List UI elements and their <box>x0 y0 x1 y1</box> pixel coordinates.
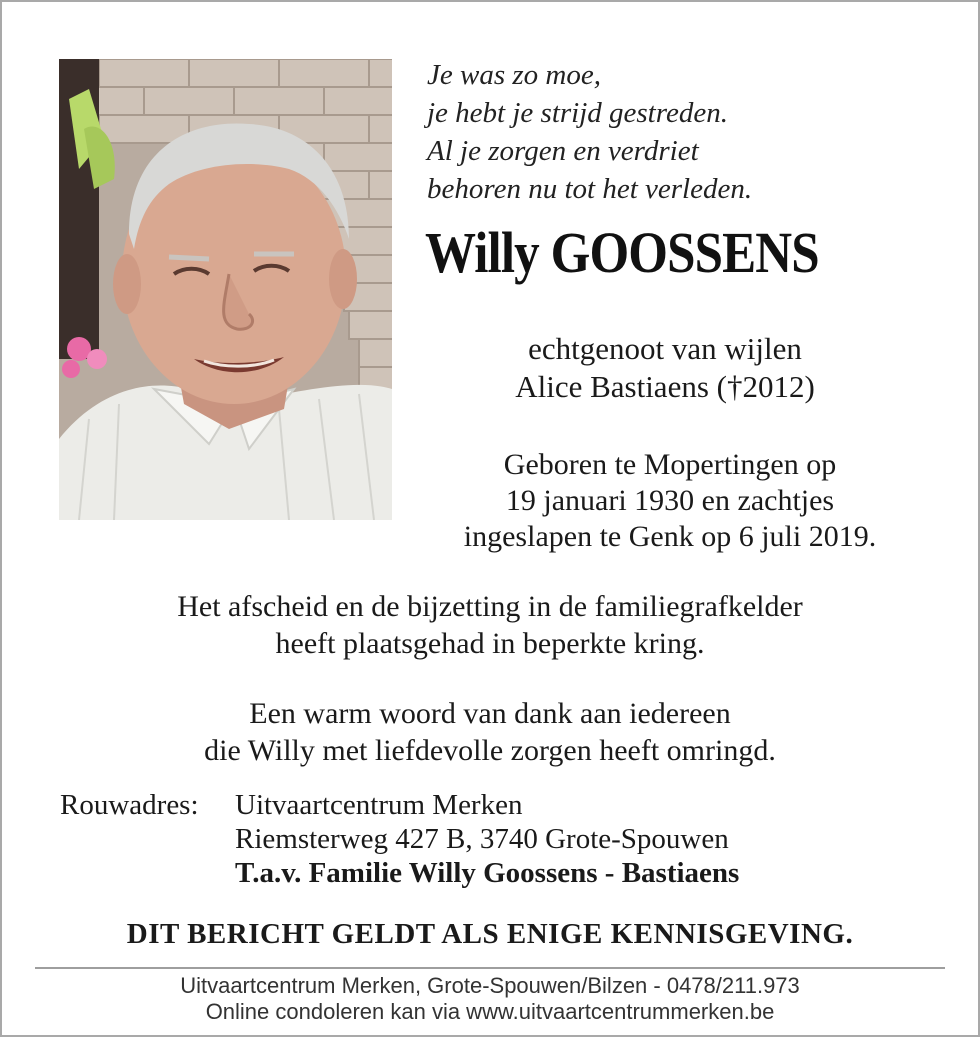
official-notice: DIT BERICHT GELDT ALS ENIGE KENNISGEVING. <box>126 918 854 950</box>
spouse-line: echtgenoot van wijlen <box>528 331 802 366</box>
farewell-line: Het afscheid en de bijzetting in de familiegrafkelder <box>177 590 803 623</box>
footer-divider <box>35 967 945 969</box>
birth-line: Geboren te Mopertingen op <box>503 448 837 481</box>
thanks-paragraph <box>40 695 940 769</box>
birth-line: ingeslapen te Genk op 6 juli 2019. <box>463 520 877 553</box>
mourning-address <box>60 788 739 890</box>
farewell-line: heeft plaatsgehad in beperkte kring. <box>275 627 705 660</box>
poem-line: behoren nu tot het verleden. <box>427 173 753 205</box>
poem-line: je hebt je strijd gestreden. <box>427 97 728 129</box>
poem-line: Je was zo moe, <box>427 59 601 91</box>
spouse-info <box>410 330 920 406</box>
birth-line: 19 januari 1930 en zachtjes <box>505 484 835 517</box>
address-line: Riemsterweg 427 B, 3740 Grote-Spouwen <box>235 823 729 855</box>
footer-website: Online condoleren kan via www.uitvaartcentrummerken.be <box>205 999 775 1024</box>
thanks-line: Een warm woord van dank aan iedereen <box>249 697 731 730</box>
poem-line: Al je zorgen en verdriet <box>427 135 699 167</box>
address-attention: T.a.v. Familie Willy Goossens - Bastiaens <box>235 857 740 889</box>
address-line: Uitvaartcentrum Merken <box>235 789 523 821</box>
portrait-photo <box>59 59 392 520</box>
footer-contact: Uitvaartcentrum Merken, Grote-Spouwen/Bilzen - 0478/211.973 <box>180 973 800 998</box>
deceased-name: Willy GOOSSENS <box>425 220 819 285</box>
footer <box>40 973 940 1025</box>
address-label: Rouwadres: <box>60 789 199 821</box>
poem <box>427 56 887 208</box>
thanks-line: die Willy met liefdevolle zorgen heeft omringd. <box>204 734 776 767</box>
spouse-name: Alice Bastiaens (†2012) <box>515 369 815 404</box>
birth-death-info <box>410 447 930 555</box>
farewell-paragraph <box>40 588 940 662</box>
